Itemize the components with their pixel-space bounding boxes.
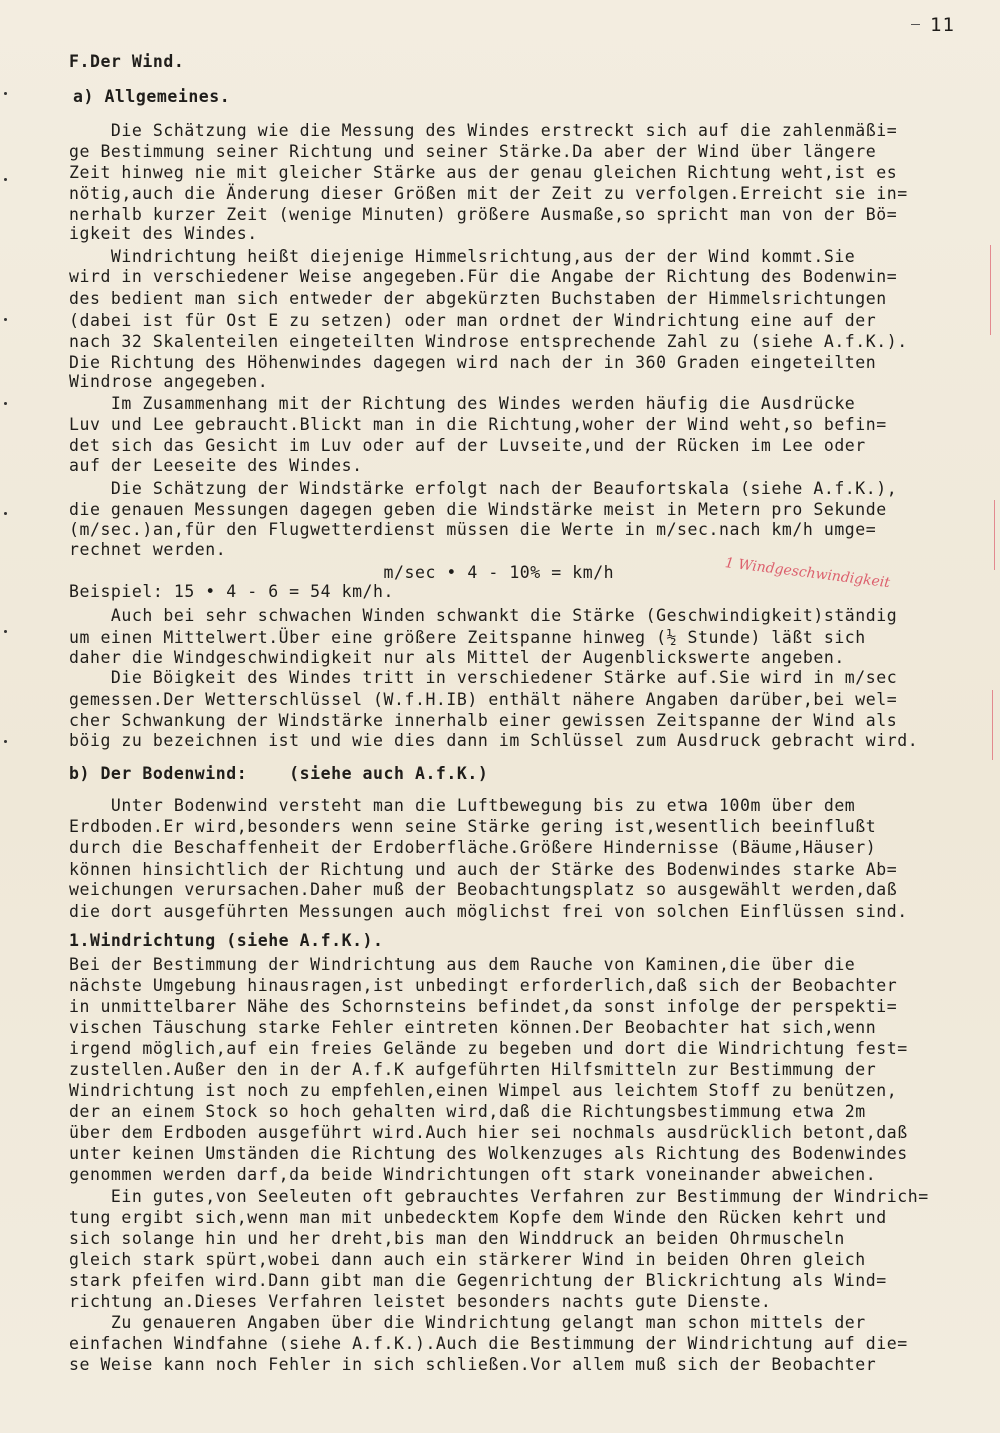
punch-mark	[4, 630, 7, 633]
subsection-heading: 1.Windrichtung (siehe A.f.K.).	[69, 931, 384, 950]
subsection-heading: b) Der Bodenwind: (siehe auch A.f.K.)	[69, 764, 489, 783]
text-line: nerhalb kurzer Zeit (wenige Minuten) größere Ausmaße,so spricht man von der Bö=	[69, 205, 898, 224]
text-line: Die Böigkeit des Windes tritt in verschiedener Stärke auf.Sie wird in m/sec	[69, 668, 898, 687]
text-line: gemessen.Der Wetterschlüssel (W.f.H.IB) enthält nähere Angaben darüber,bei wel=	[69, 690, 898, 709]
text-line: Luv und Lee gebraucht.Blickt man in die Richtung,woher der Wind weht,so befin=	[69, 415, 887, 434]
text-line: (dabei ist für Ost E zu setzen) oder man ordnet der Windrichtung eine auf der	[69, 311, 877, 330]
section-heading: F.Der Wind.	[69, 52, 185, 71]
page-number-dash	[911, 24, 920, 25]
text-line: einfachen Windfahne (siehe A.f.K.).Auch die Bestimmung der Windrichtung auf die=	[69, 1334, 908, 1353]
text-line: ge Bestimmung seiner Richtung und seiner Stärke.Da aber der Wind über längere	[69, 142, 877, 161]
margin-annotation: 1 Windgeschwindigkeit	[724, 555, 891, 592]
red-margin-line	[994, 500, 995, 570]
text-line: Die Schätzung der Windstärke erfolgt nach der Beaufortskala (siehe A.f.K.),	[69, 479, 898, 498]
text-line: det sich das Gesicht im Luv oder auf der Luvseite,und der Rücken im Lee oder	[69, 436, 866, 455]
text-line: weichungen verursachen.Daher muß der Beobachtungsplatz so ausgewählt werden,daß	[69, 880, 898, 899]
punch-mark	[4, 178, 7, 181]
text-line: um einen Mittelwert.Über eine größere Zeitspanne hinweg (½ Stunde) läßt sich	[69, 628, 866, 647]
formula-line: m/sec • 4 - 10% = km/h	[69, 563, 615, 582]
text-line: richtung an.Dieses Verfahren leistet besonders nachts gute Dienste.	[69, 1292, 772, 1311]
text-line: Zeit hinweg nie mit gleicher Stärke aus der genau gleichen Richtung weht,ist es	[69, 163, 898, 182]
text-line: daher die Windgeschwindigkeit nur als Mittel der Augenblickswerte angeben.	[69, 648, 845, 667]
text-line: auf der Leeseite des Windes.	[69, 456, 363, 475]
text-line: böig zu bezeichnen ist und wie dies dann im Schlüssel zum Ausdruck gebracht wird.	[69, 731, 919, 750]
text-line: Erdboden.Er wird,besonders wenn seine Stärke gering ist,wesentlich beeinflußt	[69, 817, 877, 836]
text-line: gleich stark spürt,wobei dann auch ein stärkerer Wind in beiden Ohren gleich	[69, 1250, 866, 1269]
subsection-heading: a) Allgemeines.	[73, 87, 231, 106]
text-line: se Weise kann noch Fehler in sich schließen.Vor allem muß sich der Beobachter	[69, 1355, 877, 1374]
text-line: tung ergibt sich,wenn man mit unbedecktem Kopfe dem Winde den Rücken kehrt und	[69, 1208, 887, 1227]
text-line: wird in verschiedener Weise angegeben.Für die Angabe der Richtung des Bodenwin=	[69, 267, 898, 286]
text-line: genommen werden darf,da beide Windrichtungen oft stark voneinander abweichen.	[69, 1165, 877, 1184]
text-line: über dem Erdboden ausgeführt wird.Auch hier sei nochmals ausdrücklich betont,daß	[69, 1123, 908, 1142]
punch-mark	[4, 740, 7, 743]
text-line: nötig,auch die Änderung dieser Größen mit der Zeit zu verfolgen.Erreicht sie in=	[69, 184, 908, 203]
text-line: Bei der Bestimmung der Windrichtung aus dem Rauche von Kaminen,die über die	[69, 955, 856, 974]
text-line: Zu genaueren Angaben über die Windrichtung gelangt man schon mittels der	[69, 1313, 866, 1332]
text-line: zustellen.Außer den in der A.f.K aufgeführten Hilfsmitteln zur Bestimmung der	[69, 1060, 877, 1079]
text-line: Die Schätzung wie die Messung des Windes erstreckt sich auf die zahlenmäßi=	[69, 121, 898, 140]
text-line: die dort ausgeführten Messungen auch möglichst frei von solchen Einflüssen sind.	[69, 902, 908, 921]
red-margin-line	[992, 690, 993, 760]
text-line: können hinsichtlich der Richtung und auch der Stärke des Bodenwindes starke Ab=	[69, 860, 898, 879]
text-line: Windrichtung heißt diejenige Himmelsrichtung,aus der der Wind kommt.Sie	[69, 247, 856, 266]
punch-mark	[4, 318, 7, 321]
text-line: Unter Bodenwind versteht man die Luftbewegung bis zu etwa 100m über dem	[69, 796, 856, 815]
text-line: sich solange hin und her dreht,bis man den Winddruck an beiden Ohrmuscheln	[69, 1229, 845, 1248]
text-line: igkeit des Windes.	[69, 224, 258, 243]
text-line: Auch bei sehr schwachen Winden schwankt die Stärke (Geschwindigkeit)ständig	[69, 606, 898, 625]
text-line: die genauen Messungen dagegen geben die Windstärke meist in Metern pro Sekunde	[69, 500, 887, 519]
text-line: in unmittelbarer Nähe des Schornsteins befindet,da sonst infolge der perspekti=	[69, 997, 898, 1016]
punch-mark	[4, 402, 7, 405]
punch-mark	[4, 92, 7, 95]
text-line: der an einem Stock so hoch gehalten wird,daß die Richtungsbestimmung etwa 2m	[69, 1102, 866, 1121]
text-line: Im Zusammenhang mit der Richtung des Windes werden häufig die Ausdrücke	[69, 394, 856, 413]
text-line: des bedient man sich entweder der abgekürzten Buchstaben der Himmelsrichtungen	[69, 289, 887, 308]
text-line: durch die Beschaffenheit der Erdoberfläche.Größere Hindernisse (Bäume,Häuser)	[69, 838, 877, 857]
text-line: Die Richtung des Höhenwindes dagegen wird nach der in 360 Graden eingeteilten	[69, 353, 877, 372]
punch-mark	[4, 512, 7, 515]
text-line: irgend möglich,auf ein freies Gelände zu begeben und dort die Windrichtung fest=	[69, 1039, 908, 1058]
text-line: rechnet werden.	[69, 540, 227, 559]
example-line: Beispiel: 15 • 4 - 6 = 54 km/h.	[69, 582, 394, 601]
text-line: Windrichtung ist noch zu empfehlen,einen Wimpel aus leichtem Stoff zu benützen,	[69, 1081, 898, 1100]
text-line: stark pfeifen wird.Dann gibt man die Gegenrichtung der Blickrichtung als Wind=	[69, 1271, 887, 1290]
text-line: nächste Umgebung hinausragen,ist unbedingt erforderlich,daß sich der Beobachter	[69, 976, 898, 995]
text-line: (m/sec.)an,für den Flugwetterdienst müssen die Werte in m/sec.nach km/h umge=	[69, 520, 877, 539]
text-line: cher Schwankung der Windstärke innerhalb einer gewissen Zeitspanne der Wind als	[69, 711, 898, 730]
red-margin-line	[990, 245, 991, 335]
text-line: vischen Täuschung starke Fehler eintreten können.Der Beobachter hat sich,wenn	[69, 1018, 877, 1037]
text-line: unter keinen Umständen die Richtung des Wolkenzuges als Richtung des Bodenwindes	[69, 1144, 908, 1163]
text-line: nach 32 Skalenteilen eingeteilten Windrose entsprechende Zahl zu (siehe A.f.K.).	[69, 332, 908, 351]
text-line: Ein gutes,von Seeleuten oft gebrauchtes Verfahren zur Bestimmung der Windrich=	[69, 1187, 929, 1206]
text-line: Windrose angegeben.	[69, 372, 269, 391]
page-number: 11	[930, 14, 955, 36]
